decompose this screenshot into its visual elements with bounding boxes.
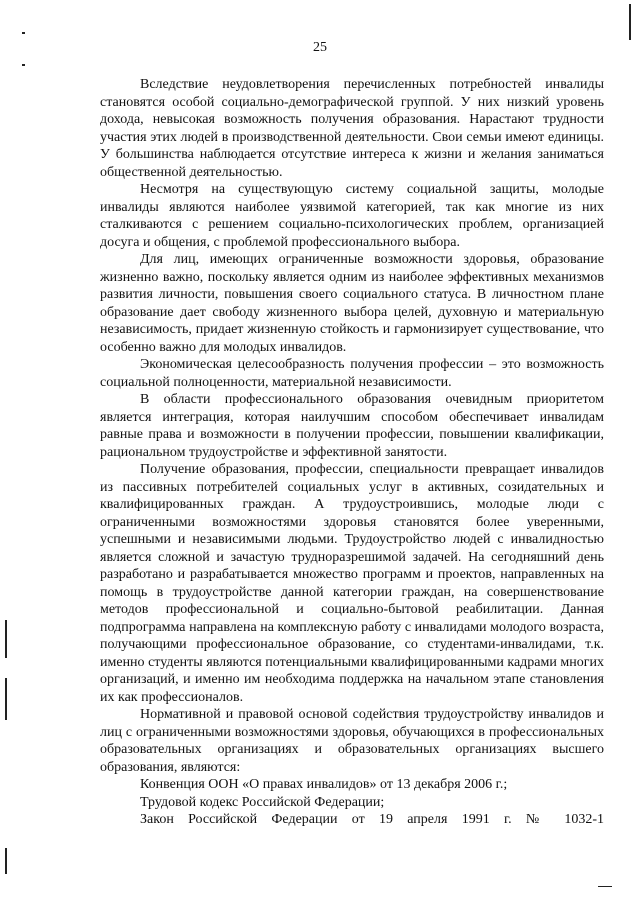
paragraph-1: Вследствие неудовлетворения перечисленных потребностей инвалиды становятся особой социально-демографической группой. У них низкий уровень дохода, невысокая возможность получения образования. Нарастают трудности участия этих людей в производственной деятельности. Свои семьи имеют единицы. У большинства наблюдается отсутствие интереса к жизни и желания заниматься общественной деятельностью.: [100, 77, 604, 180]
scan-mark-top-left-2: [22, 64, 25, 66]
scan-line-left-1: [5, 620, 7, 658]
paragraph-9: Трудовой кодекс Российской Федерации;: [140, 794, 385, 810]
paragraph-6: Получение образования, профессии, специальности превращает инвалидов из пассивных потребителей социальных услуг в активных, созидательных и квалифицированных граждан. А трудоустроившись, молодые люди с ограниченными возможностями здоровья становятся более уверенными, успешными и независимыми людьми. Трудоустройство людей с инвалидностью является сложной и зачастую трудноразрешимой задачей. На сегодняшний день разработано и разрабатывается множество программ и проектов, направленных на помощь в трудоустройстве данной категории граждан, на совершенствование методов профессиональной и социально-бытовой реабилитации. Данная подпрограмма направлена на комплексную работу с инвалидами молодого возраста, получающими профессиональное образование, со студентами-инвалидами, т.к. именно студенты являются потенциальными квалифицированными кадрами многих организаций, и именно им необходима поддержка на начальном этапе становления их как профессионалов.: [100, 462, 604, 705]
paragraph-8: Конвенция ООН «О правах инвалидов» от 13 декабря 2006 г.;: [140, 777, 508, 792]
scan-line-right: [629, 4, 631, 40]
paragraph-3: Для лиц, имеющих ограниченные возможности здоровья, образование жизненно важно, поскольку является одним из наиболее эффективных механизмов развития личности, повышения своего социального статуса. В личностном плане образование дает свободу жизненного выбора целей, духовную и материальную независимость, придает жизненную стойкость и гармонизирует существование, что особенно важно для молодых инвалидов.: [100, 252, 604, 355]
scan-mark-top-left: [22, 32, 25, 34]
page-number: 25: [313, 40, 327, 55]
paragraph-2: Несмотря на существующую систему социальной защиты, молодые инвалиды являются наиболее уязвимой категорией, так как многие из них сталкиваются с решением социально-психологических проблем, организацией досуга и общения, с проблемой профессионального выбора.: [100, 182, 604, 250]
paragraph-5: В области профессионального образования очевидным приоритетом является интеграция, которая наилучшим способом обеспечивает инвалидам равные права и возможности в получении профессии, повышении квалификации, рациональном трудоустройстве и эффективной занятости.: [100, 392, 604, 460]
paragraph-10: Закон Российской Федерации от 19 апреля 1991 г. № 1032-1: [140, 812, 604, 827]
paragraph-4: Экономическая целесообразность получения профессии – это возможность социальной полноценности, материальной независимости.: [100, 357, 604, 390]
scan-line-left-2: [5, 678, 7, 720]
paragraph-7: Нормативной и правовой основой содействия трудоустройству инвалидов и лиц с ограниченными возможностями здоровья, обучающихся в профессиональных образовательных организациях и образовательных организациях высшего образования, являются:: [100, 707, 604, 775]
body-text: [100, 76, 604, 829]
scan-line-left-3: [5, 848, 7, 874]
scan-mark-bottom-right: [598, 886, 612, 887]
